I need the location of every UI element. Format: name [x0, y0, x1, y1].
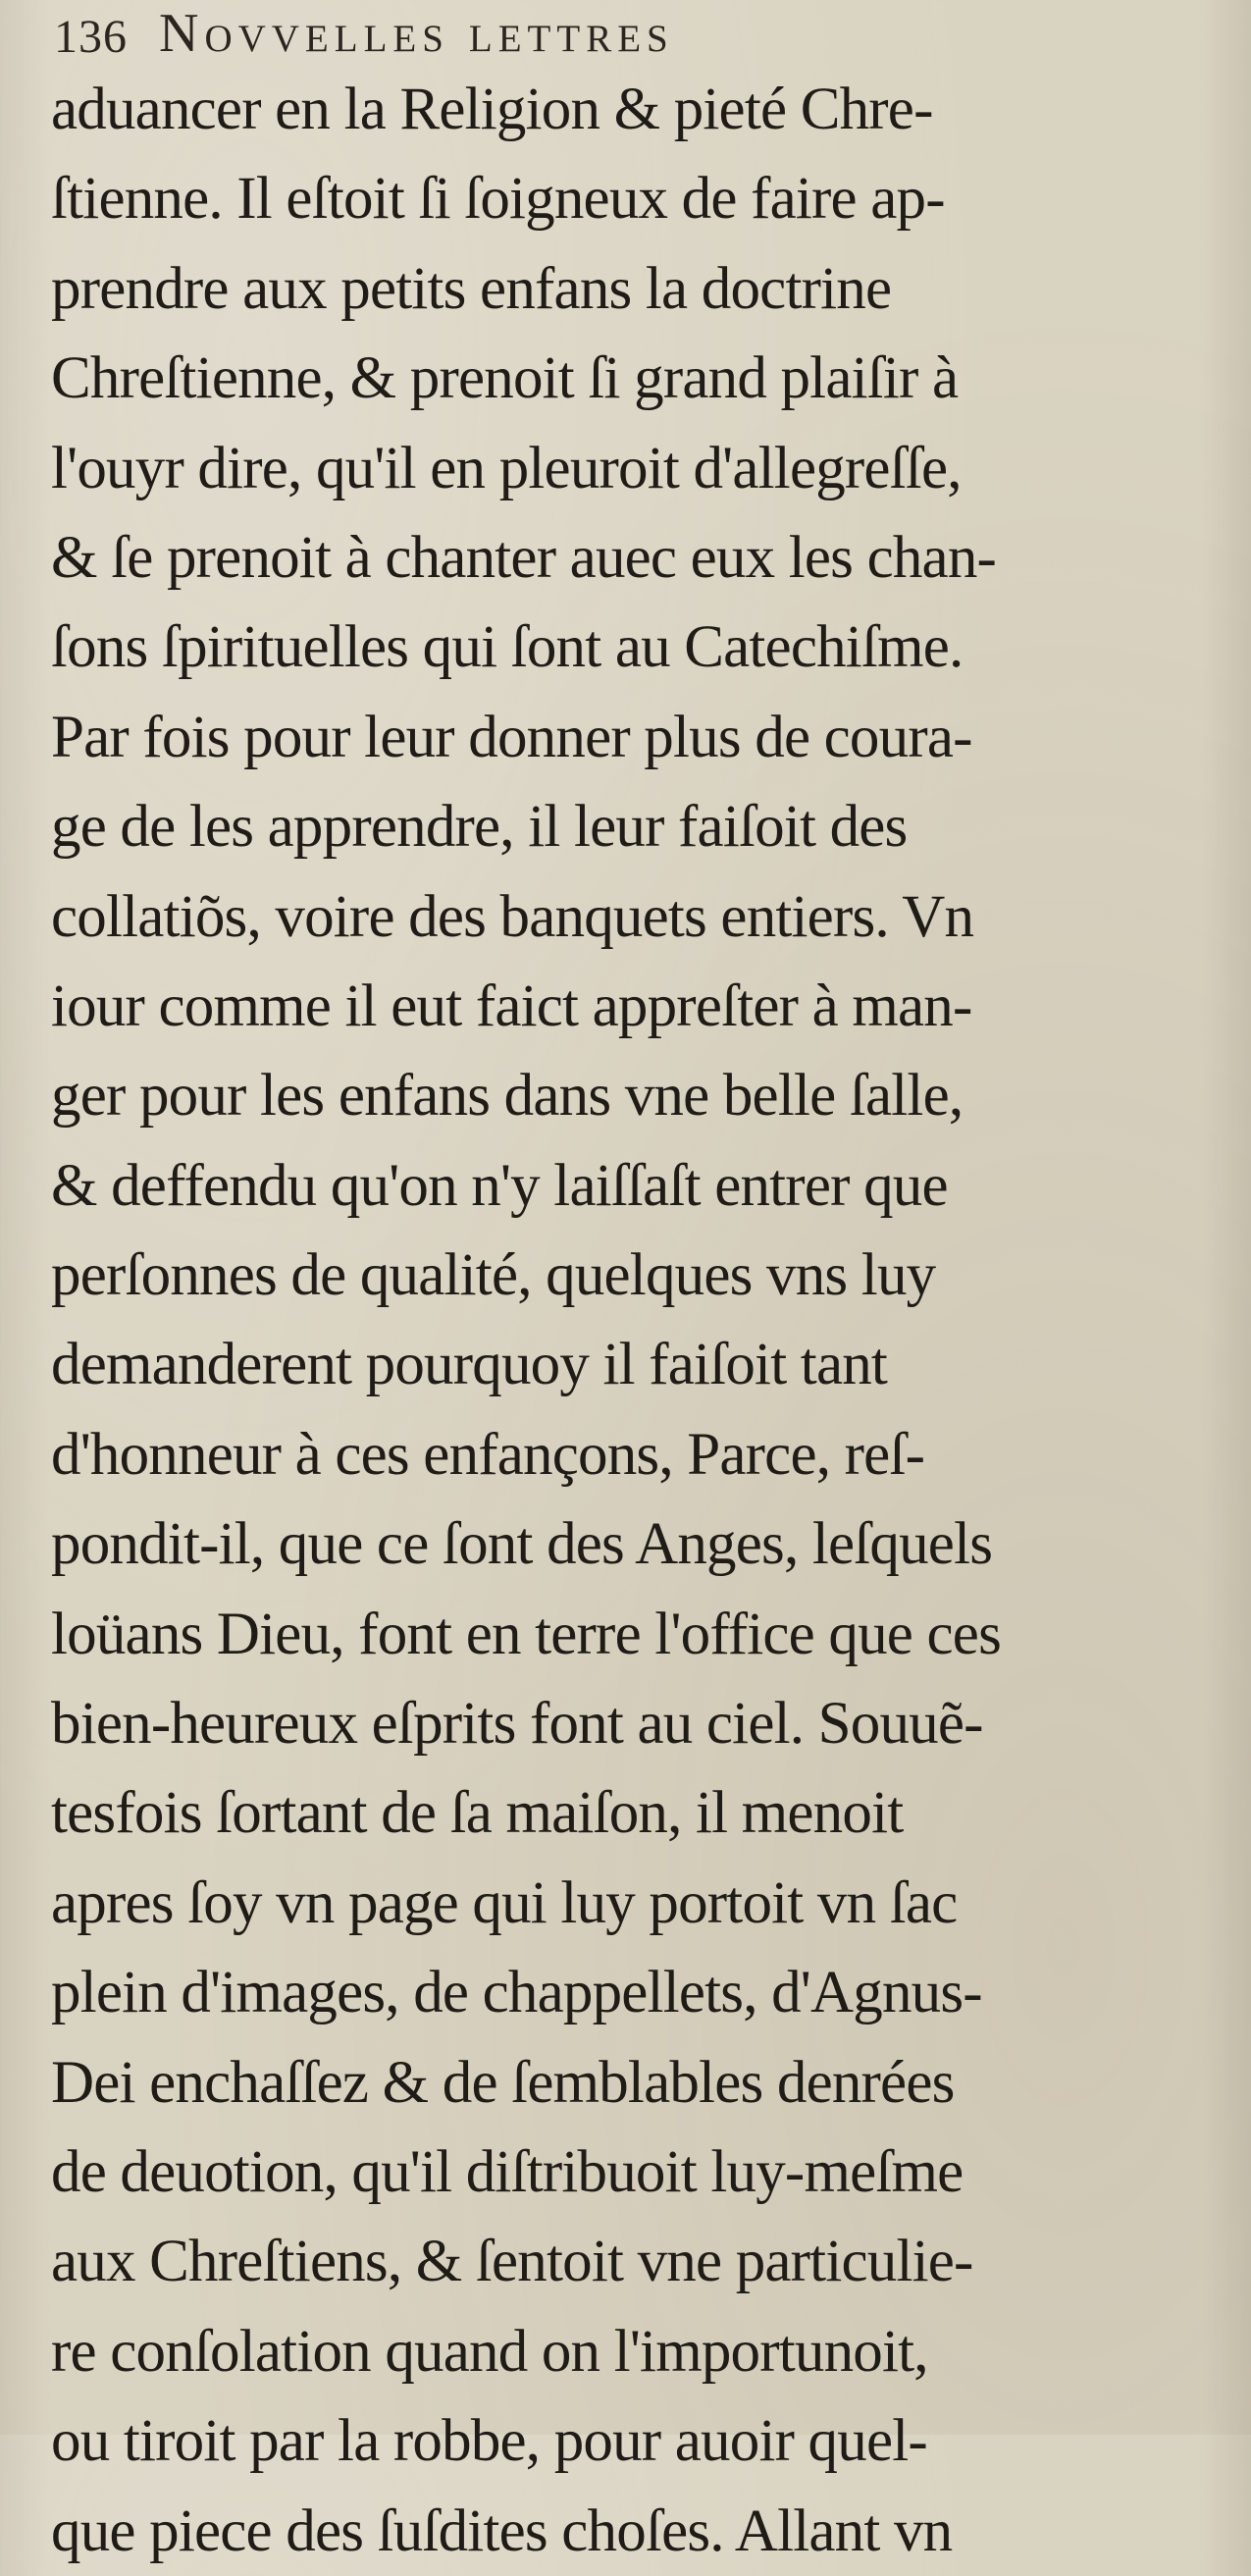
text-line: apres ſoy vn page qui luy portoit vn ſac — [51, 1869, 958, 1936]
text-line: ſtienne. Il eſtoit ſi ſoigneux de faire ap- — [51, 166, 945, 233]
body-text — [51, 65, 1170, 2576]
text-line: pondit-il, que ce ſont des Anges, leſquels — [51, 1511, 993, 1578]
page-number: 136 — [54, 11, 128, 63]
text-line: loüans Dieu, font en terre l'office que ces — [51, 1601, 1002, 1667]
text-line: aux Chreſtiens, & ſentoit vne particulie- — [51, 2229, 973, 2295]
text-line: & deffendu qu'on n'y laiſſaſt entrer que — [51, 1152, 948, 1219]
running-title: Novvelles lettres — [159, 3, 674, 64]
text-line: collatiõs, voire des banquets entiers. Vn — [51, 883, 974, 950]
running-head — [54, 0, 1212, 64]
text-line: tesfois ſortant de ſa maiſon, il menoit — [51, 1780, 904, 1847]
text-line: iour comme il eut faict appreſter à man- — [51, 973, 972, 1039]
text-line: d'honneur à ces enfançons, Parce, reſ- — [51, 1421, 925, 1488]
text-line: re conſolation quand on l'importunoit, — [51, 2318, 928, 2385]
text-line: que piece des ſuſdites choſes. Allant vn — [51, 2497, 953, 2564]
text-line: l'ouyr dire, qu'il en pleuroit d'allegreſſe, — [51, 435, 962, 501]
text-line: & ſe prenoit à chanter auec eux les chan- — [51, 524, 997, 591]
text-line: demanderent pourquoy il faiſoit tant — [51, 1332, 888, 1398]
text-line: Dei enchaſſez & de ſemblables denrées — [51, 2049, 955, 2116]
text-line: ſons ſpirituelles qui ſont au Catechiſme. — [51, 614, 964, 681]
text-line: ger pour les enfans dans vne belle ſalle, — [51, 1063, 964, 1130]
text-line: plein d'images, de chappellets, d'Agnus- — [51, 1960, 982, 2026]
text-line: perſonnes de qualité, quelques vns luy — [51, 1242, 936, 1309]
text-line: aduancer en la Religion & pieté Chre- — [51, 77, 933, 142]
text-line: Chreſtienne, & prenoit ſi grand plaiſir à — [51, 345, 959, 412]
text-line: de deuotion, qu'il diſtribuoit luy-meſme — [51, 2138, 964, 2205]
text-line: prendre aux petits enfans la doctrine — [51, 255, 892, 322]
text-line: bien-heureux eſprits font au ciel. Souuẽ- — [51, 1691, 983, 1758]
text-line: ou tiroit par la robbe, pour auoir quel- — [51, 2408, 927, 2475]
text-line: Par fois pour leur donner plus de coura- — [51, 704, 972, 770]
text-line: ge de les apprendre, il leur faiſoit des — [51, 794, 908, 861]
